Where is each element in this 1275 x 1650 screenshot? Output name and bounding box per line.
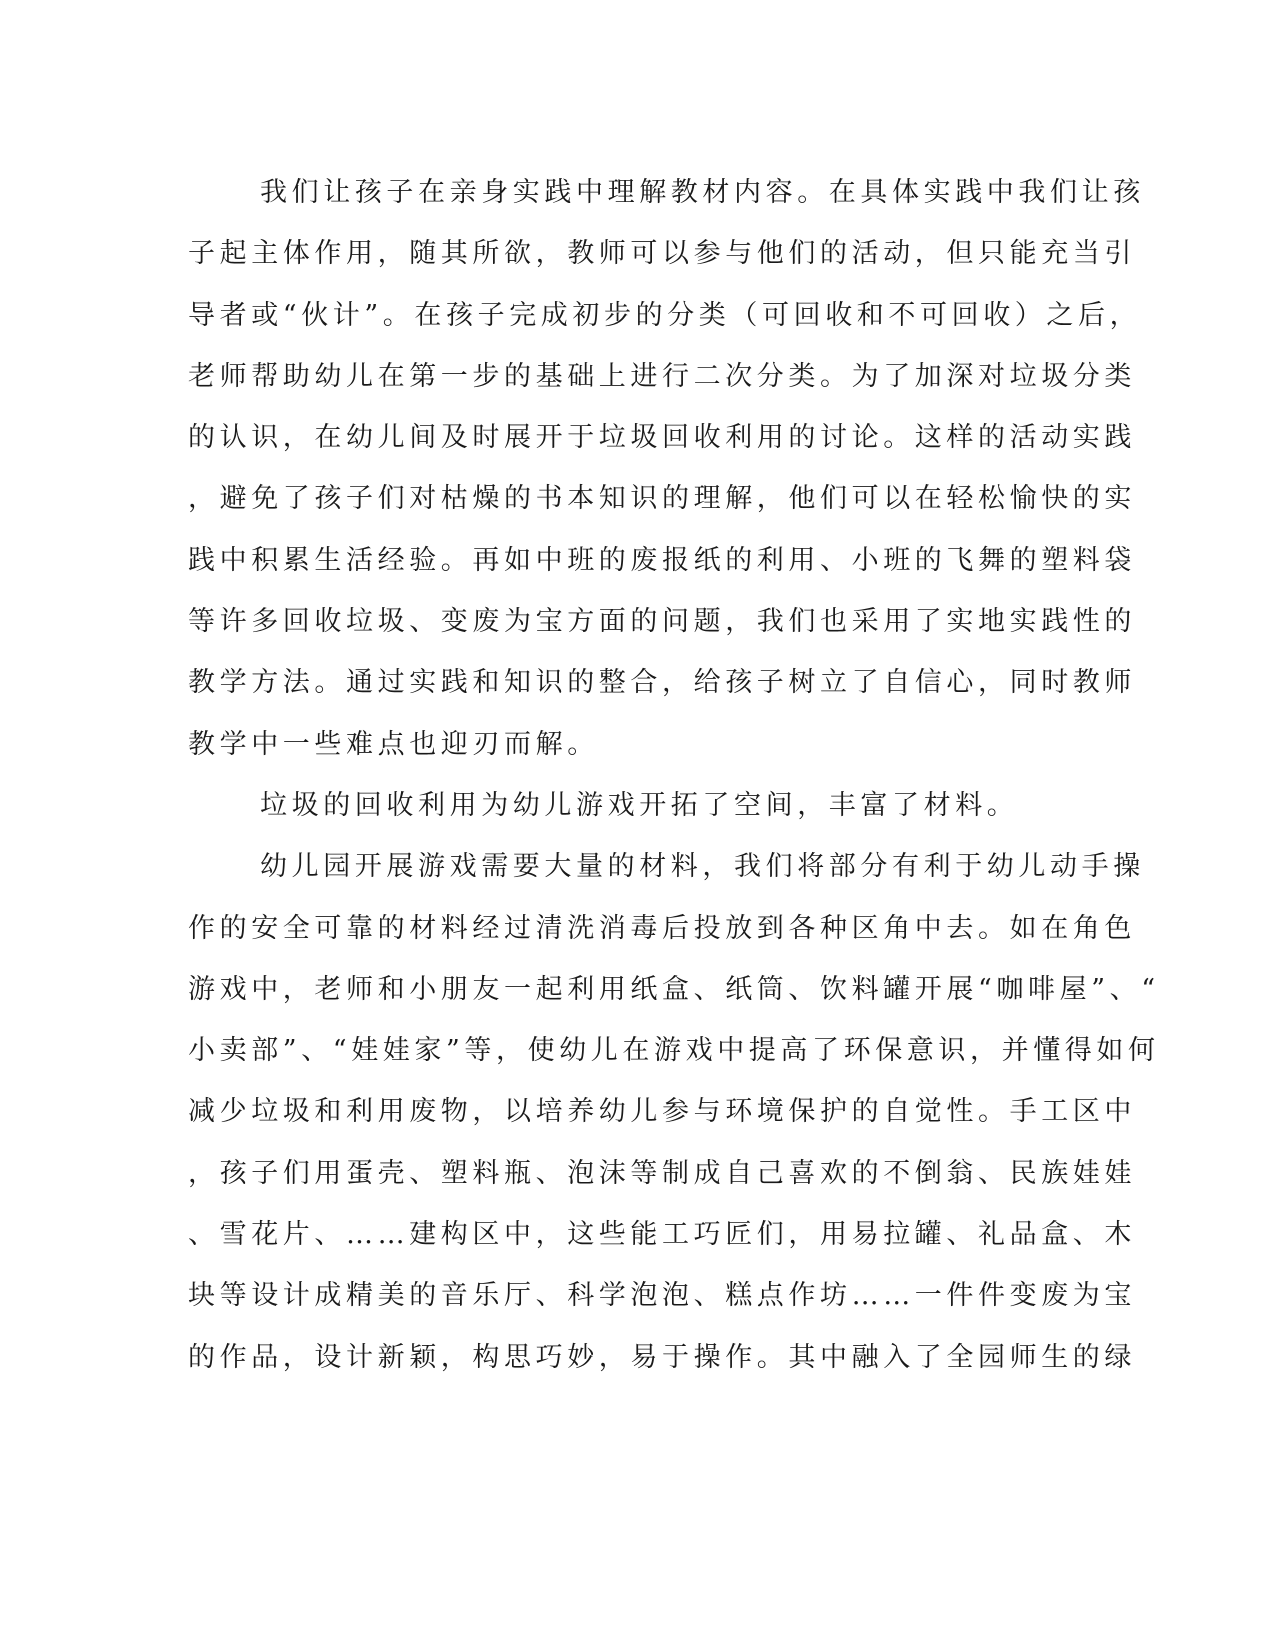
paragraph-1-line-9: 教学方法。通过实践和知识的整合，给孩子树立了自信心，同时教师 [188, 667, 1136, 699]
paragraph-3-line-3: 游戏中，老师和小朋友一起利用纸盒、纸筒、饮料罐开展“咖啡屋”、“ [188, 973, 1160, 1005]
paragraph-1-line-3: 导者或“伙计”。在孩子完成初步的分类（可回收和不可回收）之后， [188, 299, 1142, 331]
paragraph-1-line-7: 践中积累生活经验。再如中班的废报纸的利用、小班的飞舞的塑料袋 [188, 544, 1136, 576]
paragraph-2-line-1: 垃圾的回收利用为幼儿游戏开拓了空间，丰富了材料。 [260, 789, 1019, 821]
paragraph-3-line-7: 、雪花片、……建构区中，这些能工巧匠们，用易拉罐、礼品盒、木 [188, 1219, 1136, 1251]
paragraph-3-line-9: 的作品，设计新颖，构思巧妙，易于操作。其中融入了全园师生的绿 [188, 1341, 1136, 1373]
paragraph-3-line-1: 幼儿园开展游戏需要大量的材料，我们将部分有利于幼儿动手操 [260, 851, 1145, 883]
paragraph-3-line-8: 块等设计成精美的音乐厅、科学泡泡、糕点作坊……一件件变废为宝 [188, 1280, 1136, 1312]
paragraph-3-line-5: 减少垃圾和利用废物，以培养幼儿参与环境保护的自觉性。手工区中 [188, 1096, 1136, 1128]
paragraph-1-line-10: 教学中一些难点也迎刃而解。 [188, 728, 599, 760]
paragraph-3-line-6: ，孩子们用蛋壳、塑料瓶、泡沫等制成自己喜欢的不倒翁、民族娃娃 [188, 1157, 1136, 1189]
paragraph-1-line-8: 等许多回收垃圾、变废为宝方面的问题，我们也采用了实地实践性的 [188, 606, 1136, 638]
paragraph-3-line-2: 作的安全可靠的材料经过清洗消毒后投放到各种区角中去。如在角色 [188, 912, 1136, 944]
paragraph-1-line-5: 的认识，在幼儿间及时展开于垃圾回收利用的讨论。这样的活动实践 [188, 422, 1136, 454]
paragraph-1-line-1: 我们让孩子在亲身实践中理解教材内容。在具体实践中我们让孩 [260, 177, 1145, 208]
body-text [188, 162, 1160, 1388]
paragraph-3-line-4: 小卖部”、“娃娃家”等，使幼儿在游戏中提高了环保意识，并懂得如何 [188, 1035, 1160, 1067]
paragraph-1-line-6: ，避免了孩子们对枯燥的书本知识的理解，他们可以在轻松愉快的实 [188, 483, 1136, 515]
paragraph-1-line-4: 老师帮助幼儿在第一步的基础上进行二次分类。为了加深对垃圾分类 [188, 360, 1136, 392]
paragraph-1-line-2: 子起主体作用，随其所欲，教师可以参与他们的活动，但只能充当引 [188, 238, 1136, 270]
